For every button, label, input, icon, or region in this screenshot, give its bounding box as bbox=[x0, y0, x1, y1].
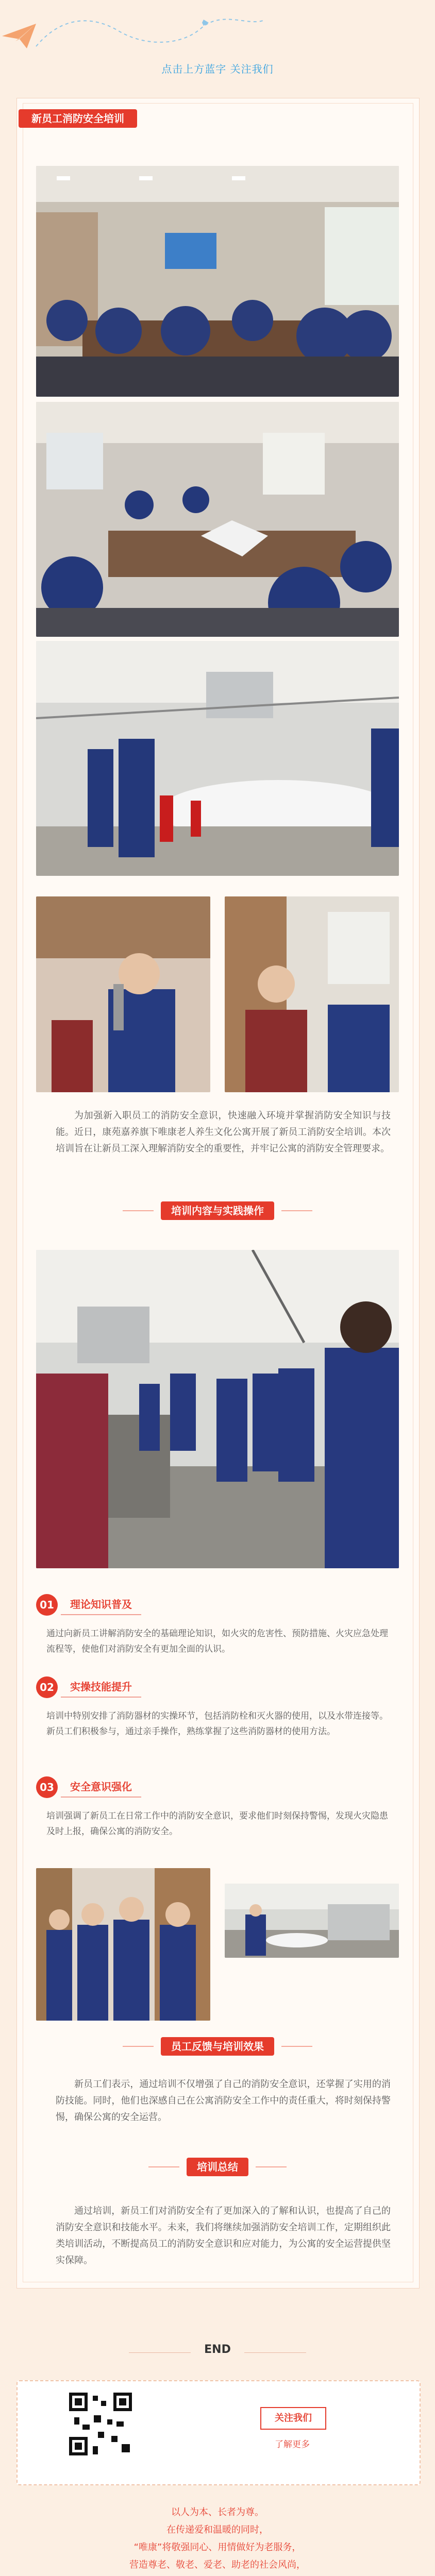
intro-paragraph: 为加强新入职员工的消防安全意识，快速融入环境并掌握消防安全知识与技能。近日，康苑嘉养旗下唯康老人养生文化公寓开展了新员工消防安全培训。本次培训旨在让新员工深入理解消防安全的重要性，并牢记公寓的消防安全管理要求。 bbox=[56, 1110, 391, 1154]
end-label: END bbox=[204, 2343, 231, 2356]
follow-button[interactable]: 关注我们 bbox=[260, 2407, 326, 2430]
training-heading: 培训内容与实践操作 bbox=[161, 1201, 274, 1220]
item-title-practice: 实操技能提升 bbox=[61, 1679, 141, 1698]
item-title-awareness: 安全意识强化 bbox=[61, 1778, 141, 1798]
poem-line: “唯康”将敬强同心、用情做好为老服务， bbox=[133, 2542, 302, 2553]
item-number-02: 02 bbox=[36, 1676, 58, 1698]
dotted-swirl-decoration bbox=[31, 10, 268, 52]
photo-classroom-lecture bbox=[36, 166, 399, 397]
closing-poem bbox=[0, 2504, 435, 2576]
intro-tag: 新员工消防安全培训 bbox=[19, 109, 137, 128]
feedback-heading: 员工反馈与培训效果 bbox=[161, 2037, 274, 2056]
photo-rooftop-drill bbox=[225, 1884, 399, 1958]
subscribe-prompt[interactable]: 点击上方蓝字 关注我们 bbox=[161, 63, 274, 75]
poem-line bbox=[0, 2574, 435, 2576]
item-body-awareness: 培训强调了新员工在日常工作中的消防安全意识，要求他们时刻保持警惕，发现火灾隐患及时上报，确保公寓的消防安全。 bbox=[46, 1811, 388, 1837]
summary-heading-row bbox=[31, 2158, 404, 2176]
summary-paragraph: 通过培训，新员工们对消防安全有了更加深入的了解和认识，也提高了自己的消防安全意识和技能水平。未来，我们将继续加强消防安全培训工作，定期组织此类培训活动，不断提高员工的消防安全意识和应对能力，为公寓的安全运营提供坚实保障。 bbox=[56, 2206, 391, 2266]
photo-trainee-hose-left bbox=[36, 896, 210, 1092]
photo-extinguisher-demo-indoor bbox=[36, 402, 399, 637]
poem-line: 以人为本、长者为尊。 bbox=[171, 2507, 264, 2518]
qr-code-icon bbox=[67, 2391, 134, 2458]
item-number-01: 01 bbox=[36, 1594, 58, 1616]
poem-line: 营造尊老、敬老、爱老、助老的社会风尚， bbox=[129, 2560, 306, 2570]
photo-trainee-hose-right bbox=[225, 896, 399, 1092]
feedback-heading-row bbox=[31, 2037, 404, 2056]
end-line-right bbox=[244, 2352, 306, 2353]
item-number-03: 03 bbox=[36, 1776, 58, 1798]
poem-line: 在传递爱和温暖的同时， bbox=[166, 2524, 269, 2535]
photo-group-outdoor-drill bbox=[36, 1250, 399, 1568]
photo-group-portrait bbox=[36, 1868, 210, 2021]
photo-extinguisher-outdoor bbox=[36, 641, 399, 876]
item-body-theory: 通过向新员工讲解消防安全的基础理论知识，如火灾的危害性、预防措施、火灾应急处理流程等，使他们对消防安全有更加全面的认识。 bbox=[46, 1629, 388, 1654]
summary-heading: 培训总结 bbox=[187, 2158, 248, 2176]
item-body-practice: 培训中特别安排了消防器材的实操环节，包括消防栓和灭火器的使用，以及水带连接等。新员工们积极参与，通过亲手操作，熟练掌握了这些消防器材的使用方法。 bbox=[46, 1711, 388, 1737]
learn-more-link[interactable]: 了解更多 bbox=[275, 2439, 310, 2450]
training-heading-row bbox=[31, 1201, 404, 1220]
item-title-theory: 理论知识普及 bbox=[61, 1596, 141, 1615]
feedback-paragraph: 新员工们表示，通过培训不仅增强了自己的消防安全意识，还掌握了实用的消防技能。同时，他们也深感自己在公寓消防安全工作中的责任重大，将时刻保持警惕，确保公寓的安全运营。 bbox=[56, 2079, 391, 2123]
